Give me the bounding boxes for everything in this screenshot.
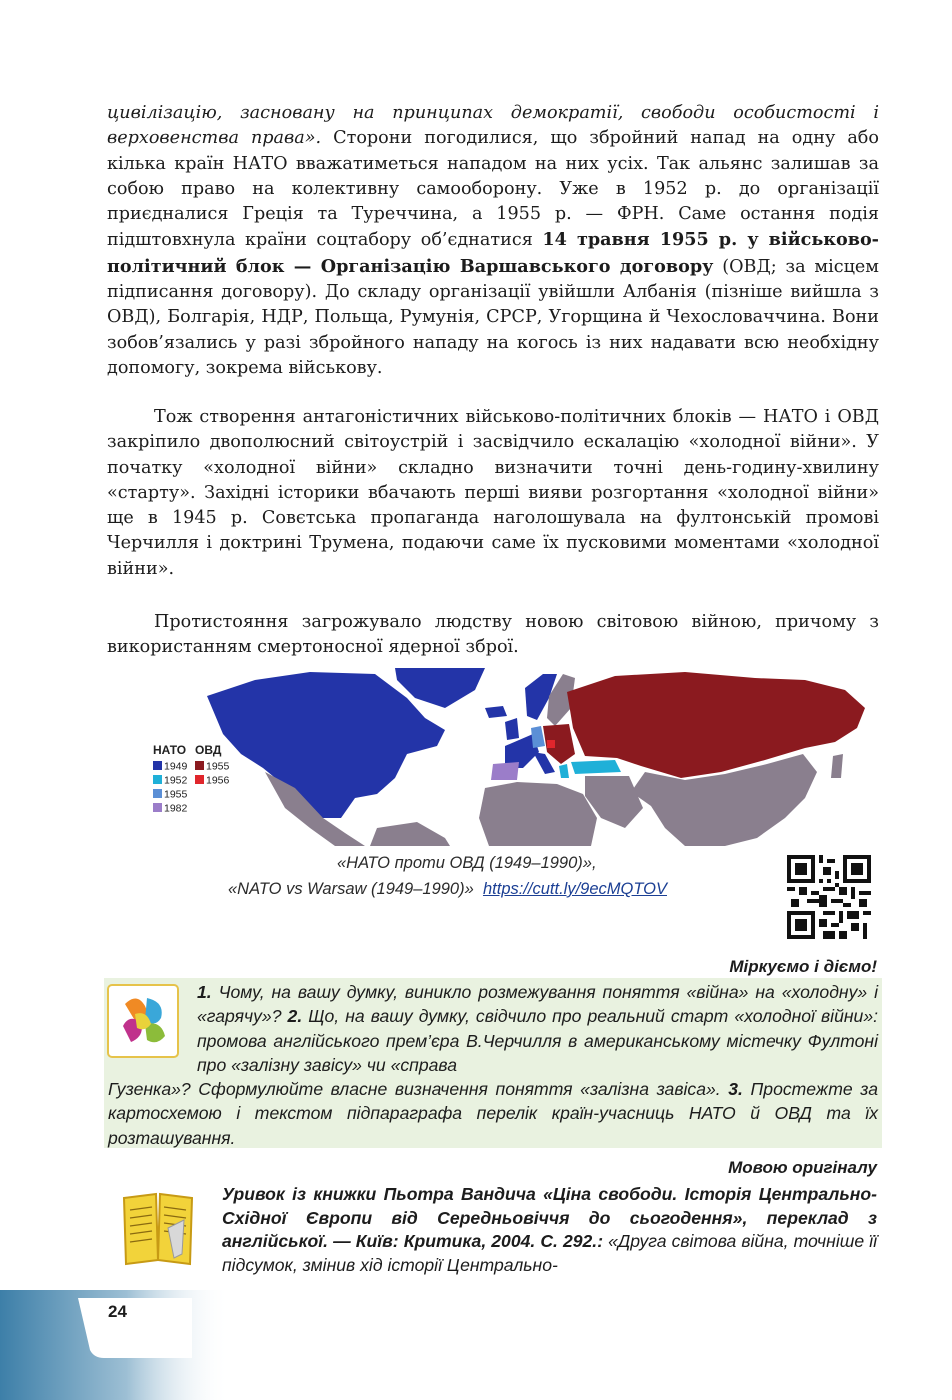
question-2-number: 2. — [287, 1006, 303, 1027]
nato-ovd-map — [145, 668, 885, 846]
qr-code-icon[interactable] — [787, 855, 871, 939]
map-hungary — [547, 740, 555, 748]
original-quote-text: «Друга світова війна, точніше її підсумок, змінив хід історії Центрально- — [222, 1231, 877, 1275]
paragraph-3 — [107, 610, 879, 661]
map-caption-english: «NATO vs Warsaw (1949–1990)» — [228, 880, 474, 898]
paragraph-1 — [107, 101, 879, 381]
original-quote — [222, 1183, 877, 1277]
map-caption-line-1: «НАТО проти ОВД (1949–1990)», — [337, 854, 597, 872]
paragraph-1-text-b: (ОВД; за місцем підписання договору). До складу організації увійшли Албанія (пізніше вийшла з ОВД), Болгарія, НДР, Польща, Румунія, СРСР, Угорщина й Чехословаччина. Вони зобов’язались у разі збройного нападу на когось із них надавати всю необхідну допомогу, зокрема військову. — [107, 256, 879, 378]
original-section-title: Мовою оригіналу — [728, 1158, 877, 1177]
paragraph-2 — [107, 405, 879, 582]
question-1-number: 1. — [197, 982, 212, 1002]
question-3-number: 3. — [728, 1079, 743, 1099]
legend-nato-1982: 1982 — [164, 802, 188, 815]
map-iceland — [485, 706, 507, 718]
question-1-text: Чому, на вашу думку, виникло розмежування поняття «війна» на «холодну» і «гарячу»? — [197, 982, 878, 1027]
question-2-text-bottom: Гузенка»? Сформулюйте власне визначення поняття «залізна завіса». — [108, 1079, 729, 1099]
legend-nato-1952: 1952 — [164, 774, 188, 787]
hands-icon — [107, 984, 179, 1058]
think-questions-bottom — [108, 1077, 878, 1150]
paragraph-2-text: Тож створення антагоністичних військово-політичних блоків — НАТО і ОВД закріпило двополюсний світоустрій і засвідчило ескалацію «холодної війни». У початку «холодної війни» складно визначити точні день-годину-хвилину «старту». Західні історики вбачають перші вияви розгортання «холодної війни» ще в 1945 р. Совєтська пропаганда наголошувала на фултонській промові Черчилля і доктрині Трумена, подаючи саме їх пусковими моментами «холодної війни». — [107, 407, 879, 579]
paragraph-1-bold: 14 травня 1955 р. у військово-політичний блок — Організацію Варшавського договору — [107, 229, 879, 277]
paragraph-1-text-a: Сторони погодилися, що збройний напад на одну або кілька країн НАТО вважатиметься нападом на них усіх. Так альянс залишав за собою право на колективну самооборону. Уже в 1952 р. до організації приєдналися Греція та Туреччина, а 1955 р. — ФРН. Саме остання подія підштовхнула країни соцтабору об’єднатися — [107, 128, 879, 251]
think-box — [104, 978, 882, 1148]
question-2-text-top: Що, на вашу думку, свідчило про реальний старт «холодної війни»: промова англійського прем’єра В.Черчилля в американському містечку Фултоні про «залізну завісу» чи «справа — [197, 1006, 878, 1075]
original-source: Уривок із книжки Пьотра Вандича «Ціна свободи. Історія Центрально-Східної Європи від Середньовіччя до сьогодення», переклад з англійської. — Київ: Критика, 2004. С. 292.: — [222, 1184, 877, 1251]
map-video-link[interactable]: https://cutt.ly/9ecMQTOV — [482, 880, 667, 898]
legend-nato-1949: 1949 — [164, 760, 188, 773]
book-icon — [118, 1188, 200, 1268]
map-caption-line-2 — [228, 880, 667, 899]
legend-nato-label: НАТО — [153, 743, 187, 757]
paragraph-3-text: Протистояння загрожувало людству новою світовою війною, причому з використанням смертоносної ядерної зброї. — [107, 612, 879, 658]
think-section-title: Міркуємо і діємо! — [729, 957, 877, 976]
legend-ovd-1956: 1956 — [206, 774, 230, 787]
map-turkey — [571, 760, 621, 774]
map-spain — [491, 762, 519, 780]
legend-nato-1955: 1955 — [164, 788, 188, 801]
paragraph-1-italic: цивілізацію, засновану на принципах демократії, свободи особистості і верховенства права». — [107, 103, 879, 149]
page-number: 24 — [108, 1302, 127, 1321]
legend-ovd-label: ОВД — [195, 743, 222, 757]
think-questions-top — [197, 980, 878, 1077]
legend-ovd-1955: 1955 — [206, 760, 230, 773]
question-3-text: Простежте за картосхемою і текстом підпараграфа перелік країн-учасниць НАТО й ОВД та їх розташування. — [108, 1079, 878, 1148]
